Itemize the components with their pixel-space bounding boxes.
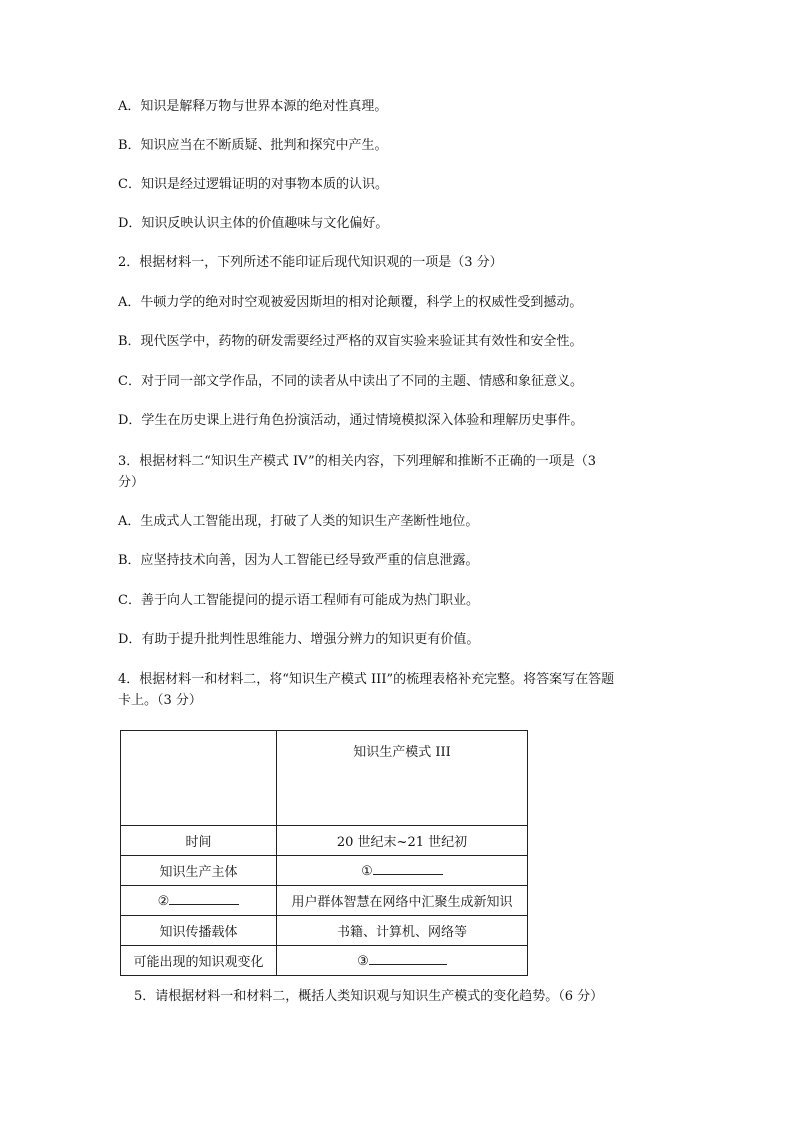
table-row <box>121 886 528 916</box>
row-value-generation: 用户群体智慧在网络中汇聚生成新知识 <box>277 886 528 916</box>
knowledge-mode-table <box>120 730 528 976</box>
blank-1-marker: ① <box>361 864 373 879</box>
q4-stem-line1: 4．根据材料一和材料二，将“知识生产模式 III”的梳理表格补充完整。将答案写在答题 <box>118 672 615 687</box>
table-row <box>121 856 528 886</box>
q2-option-c: C．对于同一部文学作品，不同的读者从中读出了不同的主题、情感和象征意义。 <box>118 374 583 389</box>
q2-stem: 2．根据材料一，下列所述不能印证后现代知识观的一项是（3 分） <box>118 255 503 270</box>
q5-stem: 5．请根据材料一和材料二，概括人类知识观与知识生产模式的变化趋势。（6 分） <box>134 989 604 1004</box>
q3-option-a: A．生成式人工智能出现，打破了人类的知识生产垄断性地位。 <box>118 514 479 529</box>
q3-option-c: C．善于向人工智能提问的提示语工程师有可能成为热门职业。 <box>118 593 479 608</box>
q1-option-c: C．知识是经过逻辑证明的对事物本质的认识。 <box>118 177 388 192</box>
q3-option-b: B．应坚持技术向善，因为人工智能已经导致严重的信息泄露。 <box>118 553 479 568</box>
answer-blank-1 <box>373 862 443 875</box>
table-header-row <box>121 731 528 826</box>
table-row <box>121 826 528 856</box>
blank-1-cell <box>277 856 528 886</box>
blank-3-marker: ③ <box>357 954 369 969</box>
row-value-carrier: 书籍、计算机、网络等 <box>277 916 528 946</box>
table-header-empty-cell <box>121 731 277 826</box>
q1-option-a: A．知识是解释万物与世界本源的绝对性真理。 <box>118 99 388 114</box>
row-label-producer: 知识生产主体 <box>121 856 277 886</box>
table-header-mode-iii: 知识生产模式 III <box>277 731 528 826</box>
row-label-time: 时间 <box>121 826 277 856</box>
q3-stem-line1: 3．根据材料二“知识生产模式 IV”的相关内容，下列理解和推断不正确的一项是（3 <box>118 454 596 469</box>
blank-2-marker: ② <box>157 894 170 909</box>
q2-option-b: B．现代医学中，药物的研发需要经过严格的双盲实验来验证其有效性和安全性。 <box>118 334 583 349</box>
q4-stem-line2: 卡上。（3 分） <box>118 693 202 708</box>
blank-3-cell <box>277 946 528 976</box>
table-row <box>121 916 528 946</box>
row-label-view-change: 可能出现的知识观变化 <box>121 946 277 976</box>
row-value-time: 20 世纪末~21 世纪初 <box>277 826 528 856</box>
q2-option-d: D．学生在历史课上进行角色扮演活动，通过情境模拟深入体验和理解历史事件。 <box>118 413 584 428</box>
table-row <box>121 946 528 976</box>
q3-stem-line2: 分） <box>118 475 145 490</box>
q1-option-b: B．知识应当在不断质疑、批判和探究中产生。 <box>118 138 388 153</box>
q1-option-d: D．知识反映认识主体的价值趣味与文化偏好。 <box>118 216 389 231</box>
q2-option-a: A．牛顿力学的绝对时空观被爱因斯坦的相对论颠覆，科学上的权威性受到撼动。 <box>118 295 583 310</box>
row-label-carrier: 知识传播载体 <box>121 916 277 946</box>
answer-blank-3 <box>369 952 447 965</box>
q3-option-d: D．有助于提升批判性思维能力、增强分辨力的知识更有价值。 <box>118 632 480 647</box>
blank-2-cell <box>121 886 277 916</box>
answer-blank-2 <box>169 892 239 905</box>
